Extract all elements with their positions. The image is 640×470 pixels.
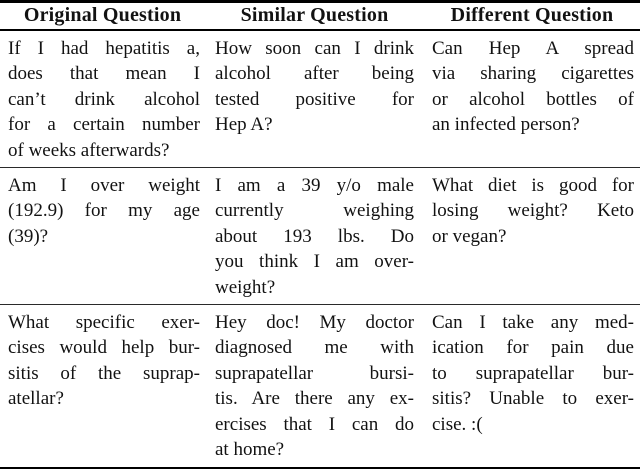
cell-text-line: currently weighing — [215, 200, 414, 222]
cell-text-line: ercises that I can do — [215, 413, 414, 435]
column-header-original-question: Original Question — [0, 2, 205, 31]
cell-text-line: sitis of the suprap- — [8, 362, 200, 384]
cell-text-line: about 193 lbs. Do — [215, 225, 414, 247]
cell-text-line: suprapatellar bursi- — [215, 362, 414, 384]
cell-text-line: via sharing cigarettes — [432, 63, 634, 85]
cell-text-line: atellar? — [8, 388, 64, 410]
cell-different-question — [424, 168, 640, 305]
cell-text-line: for a certain number — [8, 114, 200, 136]
cell-text-line: weight? — [215, 276, 276, 298]
cell-text-line: to suprapatellar bur- — [432, 362, 634, 384]
cell-text-line: at home? — [215, 439, 285, 461]
table-header-row — [0, 2, 640, 31]
cell-text-line: alcohol after being — [215, 63, 414, 85]
cell-original-question — [0, 305, 205, 468]
cell-text-line: losing weight? Keto — [432, 200, 634, 222]
table-row — [0, 168, 640, 305]
cell-text-line: I am a 39 y/o male — [215, 175, 414, 197]
cell-original-question — [0, 30, 205, 168]
cell-text-line: cises would help bur- — [8, 337, 200, 359]
cell-text-line: (192.9) for my age — [8, 200, 200, 222]
table-row — [0, 305, 640, 468]
cell-text-line: an infected person? — [432, 114, 580, 136]
cell-text-line: Can I take any med- — [432, 312, 634, 334]
cell-different-question — [424, 30, 640, 168]
cell-text-line: Am I over weight — [8, 175, 200, 197]
cell-text-line: What specific exer- — [8, 312, 200, 334]
cell-text-line: sitis? Unable to exer- — [432, 388, 634, 410]
cell-text-line: tested positive for — [215, 88, 414, 110]
cell-original-question — [0, 168, 205, 305]
column-header-similar-question: Similar Question — [205, 2, 424, 31]
cell-text-line: or vegan? — [432, 225, 507, 247]
cell-text-line: can’t drink alcohol — [8, 88, 200, 110]
cell-text-line: does that mean I — [8, 63, 200, 85]
cell-text-line: or alcohol bottles of — [432, 88, 634, 110]
cell-different-question — [424, 305, 640, 468]
column-header-different-question: Different Question — [424, 2, 640, 31]
cell-text-line: Can Hep A spread — [432, 38, 634, 59]
cell-text-line: you think I am over- — [215, 251, 414, 273]
cell-text-line: tis. Are there any ex- — [215, 388, 414, 410]
table-row — [0, 30, 640, 168]
cell-text-line: Hep A? — [215, 114, 273, 136]
cell-text-line: (39)? — [8, 225, 49, 247]
cell-text-line: If I had hepatitis a, — [8, 38, 200, 59]
cell-text-line: Hey doc! My doctor — [215, 312, 414, 334]
cell-similar-question — [205, 168, 424, 305]
cell-text-line: diagnosed me with — [215, 337, 414, 359]
cell-similar-question — [205, 305, 424, 468]
cell-text-line: What diet is good for — [432, 175, 634, 197]
cell-text-line: ication for pain due — [432, 337, 634, 359]
cell-similar-question — [205, 30, 424, 168]
cell-text-line: How soon can I drink — [215, 38, 414, 59]
cell-text-line: cise. :( — [432, 413, 483, 435]
cell-text-line: of weeks afterwards? — [8, 139, 170, 161]
